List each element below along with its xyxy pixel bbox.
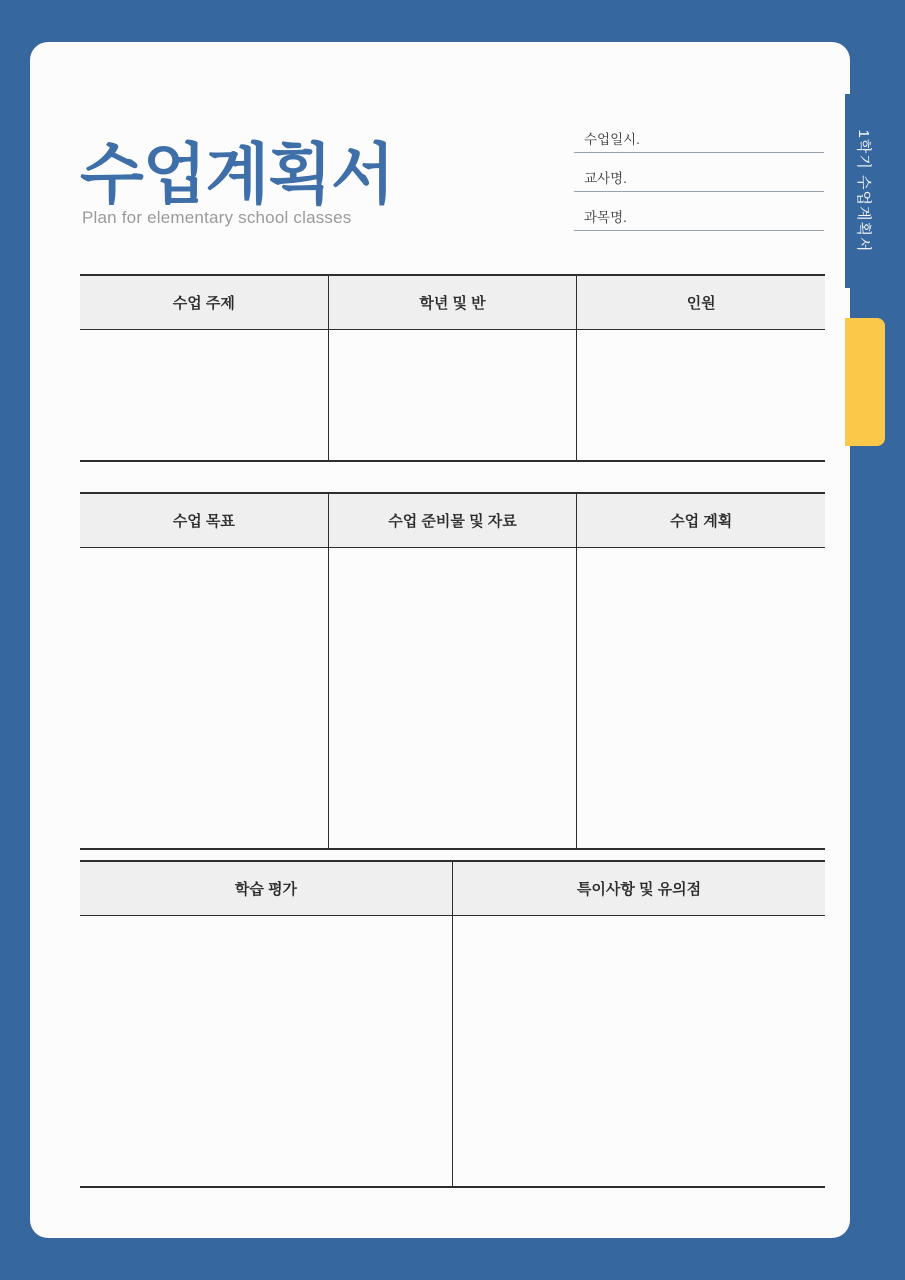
table-row xyxy=(80,548,825,848)
cell-grade-class[interactable] xyxy=(328,330,577,460)
cell-headcount[interactable] xyxy=(576,330,825,460)
header-cell-materials: 수업 준비물 및 자료 xyxy=(328,494,577,547)
header-cell-grade-class: 학년 및 반 xyxy=(328,276,577,329)
page-title: 수업계획서 xyxy=(80,137,394,212)
header-cell-plan: 수업 계획 xyxy=(576,494,825,547)
cell-materials[interactable] xyxy=(328,548,577,848)
worksheet-page xyxy=(30,42,850,1238)
meta-label-subject: 과목명. xyxy=(584,210,627,225)
header-cell-headcount: 인원 xyxy=(576,276,825,329)
page-subtitle: Plan for elementary school classes xyxy=(82,208,352,227)
header-cell-evaluation: 학습 평가 xyxy=(234,881,298,898)
table-header-row xyxy=(80,494,825,548)
header-cell-topic: 수업 주제 xyxy=(172,295,235,312)
meta-row-date[interactable] xyxy=(574,114,824,153)
cell-topic[interactable] xyxy=(80,330,328,460)
cell-plan[interactable] xyxy=(576,548,825,848)
cell-notes[interactable] xyxy=(452,916,825,1186)
header-cell-objective: 수업 목표 xyxy=(172,513,235,530)
meta-row-teacher[interactable] xyxy=(574,153,824,192)
cell-objective[interactable] xyxy=(80,548,328,848)
meta-label-teacher: 교사명. xyxy=(584,171,627,186)
meta-label-date: 수업일시. xyxy=(584,132,640,147)
meta-row-subject[interactable] xyxy=(574,192,824,231)
table-evaluation xyxy=(80,860,825,1188)
side-tab-blue xyxy=(845,94,885,288)
table-basic-info xyxy=(80,274,825,462)
side-tab-yellow xyxy=(845,318,885,446)
table-header-row xyxy=(80,276,825,330)
table-header-row xyxy=(80,862,825,916)
header-cell-notes: 특이사항 및 유의점 xyxy=(452,862,825,915)
table-row xyxy=(80,916,825,1186)
side-tab-label: 1학기 수업계획서 xyxy=(855,129,873,253)
table-lesson-plan xyxy=(80,492,825,850)
table-row xyxy=(80,330,825,460)
cell-evaluation[interactable] xyxy=(80,916,452,1186)
meta-fields xyxy=(574,114,824,231)
